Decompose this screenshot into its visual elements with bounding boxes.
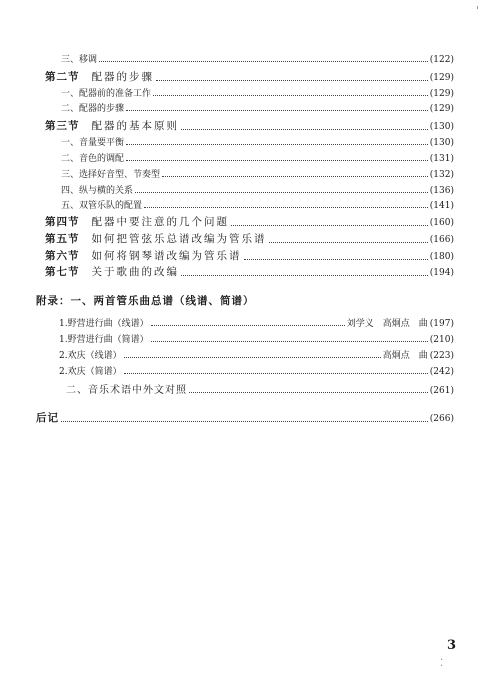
toc-row[interactable]	[45, 231, 454, 246]
section-title: 配器的基本原则	[91, 120, 179, 132]
leader-dots	[181, 128, 428, 130]
page-ref: (129)	[429, 89, 454, 99]
section-number: 第四节	[45, 216, 80, 228]
section-number: 第二节	[45, 71, 80, 83]
appendix-item[interactable]	[59, 332, 454, 345]
leader-dots	[244, 258, 428, 260]
toc-row[interactable]	[61, 135, 454, 148]
page-ref: (194)	[429, 268, 454, 278]
leader-dots	[231, 224, 428, 226]
leader-dots	[151, 324, 345, 326]
toc-row[interactable]	[61, 183, 454, 196]
section-title: 如何把管弦乐总谱改编为管乐谱	[91, 233, 267, 245]
appendix-item-label: 2.欢庆（简谱）	[59, 367, 122, 377]
page-ref: (197)	[429, 319, 454, 329]
leader-dots	[162, 175, 428, 177]
leader-dots	[144, 206, 428, 208]
appendix-item[interactable]	[59, 364, 454, 377]
toc-row[interactable]	[45, 264, 454, 279]
leader-dots	[61, 420, 428, 422]
toc-row[interactable]	[61, 52, 454, 65]
appendix-item-label: 1.野营进行曲（线谱）	[59, 319, 149, 329]
leader-dots	[181, 274, 428, 276]
section-number: 第五节	[45, 233, 80, 245]
leader-dots	[269, 241, 428, 243]
appendix-item[interactable]	[59, 348, 454, 361]
section-title: 配器的步骤	[91, 71, 154, 83]
scan-smudge: ⁚	[440, 658, 444, 669]
leader-dots	[151, 340, 428, 342]
appendix-item-label: 二、音乐术语中外文对照	[66, 385, 187, 396]
section-title: 关于歌曲的改编	[91, 266, 179, 278]
page-ref: (180)	[429, 252, 454, 262]
page-ref: (210)	[429, 335, 454, 345]
appendix-heading[interactable]: 附录：一、两首管乐曲总谱（线谱、简谱）	[36, 295, 255, 307]
toc-entry-label: 四、纵与横的关系	[61, 186, 134, 196]
page-ref: (261)	[429, 386, 454, 396]
page-ref: (242)	[429, 367, 454, 377]
toc-entry-label: 三、移调	[61, 55, 98, 65]
section-number: 第七节	[45, 266, 80, 278]
leader-dots	[153, 94, 428, 96]
toc-row[interactable]	[45, 118, 454, 133]
toc-entry-label: 三、选择好音型、节奏型	[61, 170, 161, 180]
page-ref: (132)	[429, 170, 454, 180]
leader-dots	[126, 143, 428, 145]
page-ref: (223)	[429, 351, 454, 361]
leader-dots	[135, 191, 428, 193]
afterword-label: 后记	[36, 412, 59, 424]
leader-dots	[124, 372, 428, 374]
page-ref: (129)	[429, 73, 454, 83]
toc-row[interactable]	[45, 248, 454, 263]
toc-row[interactable]	[61, 167, 454, 180]
section-title: 配器中要注意的几个问题	[91, 216, 229, 228]
page-ref: (141)	[429, 201, 454, 211]
page-ref: (160)	[429, 218, 454, 228]
toc-row[interactable]	[45, 214, 454, 229]
page-ref: (130)	[429, 138, 454, 148]
leader-dots	[99, 60, 428, 62]
toc-entry-label: 二、音色的调配	[61, 154, 125, 164]
afterword-row[interactable]	[36, 410, 454, 425]
leader-dots	[156, 79, 428, 81]
appendix-item-label: 1.野营进行曲（简谱）	[59, 335, 149, 345]
leader-dots	[124, 356, 381, 358]
page-ref: (130)	[429, 122, 454, 132]
toc-row[interactable]	[61, 151, 454, 164]
appendix-item-label: 2.欢庆（线谱）	[59, 351, 122, 361]
appendix-item[interactable]	[66, 381, 454, 396]
toc-entry-label: 五、双管乐队的配置	[61, 201, 143, 211]
page-ref: (166)	[429, 235, 454, 245]
page-ref: (136)	[429, 186, 454, 196]
page-ref: (266)	[429, 414, 454, 424]
page-ref: (129)	[429, 104, 454, 114]
toc-row[interactable]	[61, 198, 454, 211]
toc-entry-label: 二、配器的步骤	[61, 104, 125, 114]
toc-row[interactable]	[61, 101, 454, 114]
leader-dots	[189, 391, 428, 393]
section-title: 如何将钢琴谱改编为管乐谱	[91, 250, 242, 262]
leader-dots	[126, 109, 428, 111]
toc-entry-label: 一、音量要平衡	[61, 138, 125, 148]
leader-dots	[126, 159, 428, 161]
toc-entry-label: 一、配器前的准备工作	[61, 89, 152, 99]
section-number: 第六节	[45, 250, 80, 262]
appendix-item[interactable]	[59, 316, 454, 329]
scan-mark	[477, 6, 478, 9]
page-ref: (122)	[429, 55, 454, 65]
page-ref: (131)	[429, 154, 454, 164]
toc-row[interactable]	[45, 69, 454, 84]
toc-row[interactable]	[61, 86, 454, 99]
composer-credit: 高炯点 曲	[382, 351, 428, 361]
composer-credit: 刘学义 高炯点 曲	[346, 319, 428, 329]
section-number: 第三节	[45, 120, 80, 132]
page-number: 3	[447, 638, 457, 653]
